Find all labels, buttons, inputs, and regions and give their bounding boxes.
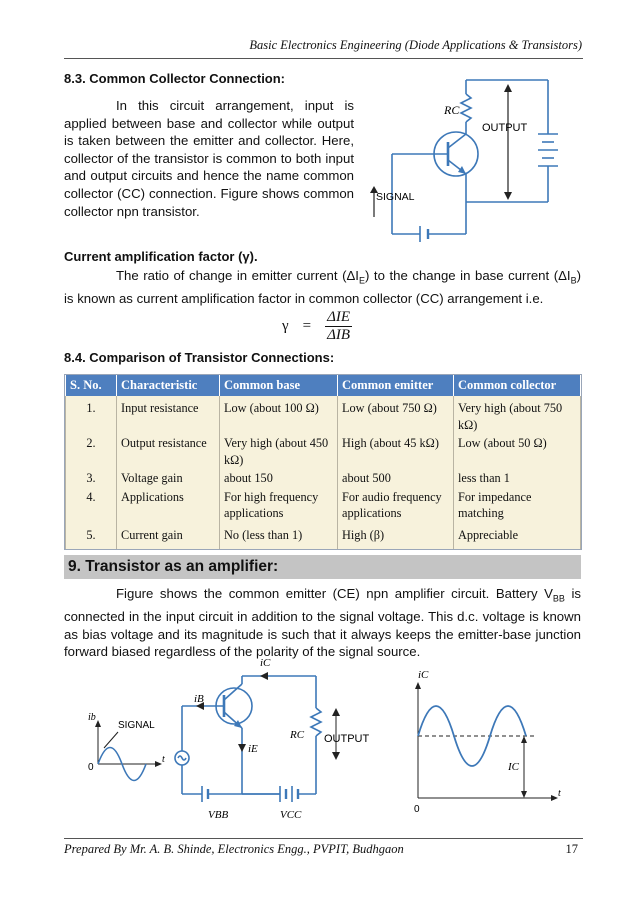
- header-divider: [64, 58, 583, 59]
- col-sno: S. No.: [66, 375, 117, 396]
- comparison-heading: 8.4. Comparison of Transistor Connections:: [64, 350, 335, 365]
- formula-fraction: [325, 309, 352, 344]
- amp-zero-left: 0: [88, 762, 94, 773]
- amp-rc-label: RC: [290, 729, 305, 741]
- table-row: [66, 434, 581, 469]
- cell: 1.: [66, 396, 117, 434]
- amp-graph-zero: 0: [414, 804, 420, 815]
- col-characteristic: Characteristic: [117, 375, 220, 396]
- cell: High (about 45 kΩ): [338, 434, 454, 469]
- amp-signal-label: SIGNAL: [118, 720, 155, 731]
- amp-vcc-label: VCC: [280, 809, 302, 821]
- amp-graph-Ic-label: IC: [508, 761, 519, 773]
- cell: No (less than 1): [220, 523, 338, 550]
- gamma-heading: Current amplification factor (γ).: [64, 249, 258, 264]
- cell: about 150: [220, 469, 338, 488]
- amplifier-heading: 9. Transistor as an amplifier:: [64, 555, 581, 579]
- table-header-row: [66, 375, 581, 396]
- cc-paragraph: [64, 97, 354, 220]
- col-common-collector: Common collector: [454, 375, 581, 396]
- table-row: [66, 469, 581, 488]
- cc-signal-label: SIGNAL: [376, 191, 415, 203]
- gamma-sub-b: B: [570, 275, 577, 286]
- formula-equals: =: [302, 317, 312, 334]
- gamma-text-3: ) is known as current amplification factor in common collector (CC) arrangement i.e.: [64, 268, 582, 307]
- col-common-base: Common base: [220, 375, 338, 396]
- amplifier-circuit-figure: [84, 652, 564, 832]
- cell: Appreciable: [454, 523, 581, 550]
- formula-denominator: ΔIB: [327, 326, 351, 343]
- amp-graph-ic-label: iC: [418, 669, 429, 681]
- amplifier-paragraph-text: [64, 585, 581, 661]
- cell: For high frequency applications: [220, 488, 338, 523]
- amp-output-label: OUTPUT: [324, 733, 370, 745]
- formula-gamma: γ: [282, 317, 289, 334]
- amp-text-1: Figure shows the common emitter (CE) npn amplifier circuit. Battery V: [116, 586, 553, 601]
- cell: High (β): [338, 523, 454, 550]
- comparison-table: [65, 375, 581, 549]
- cell: Input resistance: [117, 396, 220, 434]
- amp-ib-label: iB: [194, 693, 204, 705]
- gamma-text-2: ) to the change in base current (ΔI: [364, 268, 571, 283]
- formula-numerator: ΔIE: [327, 308, 351, 325]
- amplifier-paragraph: [64, 585, 581, 661]
- cell: Low (about 750 Ω): [338, 396, 454, 434]
- page-header: Basic Electronics Engineering (Diode Applications & Transistors): [249, 38, 582, 52]
- cell: 3.: [66, 469, 117, 488]
- amp-graph-t: t: [558, 788, 561, 799]
- cell: Very high (about 450 kΩ): [220, 434, 338, 469]
- gamma-text-1: The ratio of change in emitter current (ΔI: [116, 268, 359, 283]
- amp-ib-small-label: ib: [88, 712, 96, 723]
- amp-text-2: is connected in the input circuit in addition to the signal voltage. This d.c. voltage is known as bias voltage and its magnitude is such that it always keeps the emitter-base junction forward biased regardless of the polarity of the signal source.: [64, 586, 581, 660]
- cell: 5.: [66, 523, 117, 550]
- cc-paragraph-text: In this circuit arrangement, input is applied between base and collector while output is taken between the emitter and collector. Here, collector of the transistor is common to both input and output circuits and hence the name common collector (CC) connection. Figure shows common collector npn transistor.: [64, 98, 354, 219]
- col-common-emitter: Common emitter: [338, 375, 454, 396]
- table-row: [66, 488, 581, 523]
- cell: about 500: [338, 469, 454, 488]
- cell: Voltage gain: [117, 469, 220, 488]
- cell: Applications: [117, 488, 220, 523]
- cell: For audio frequency applications: [338, 488, 454, 523]
- cc-output-label: OUTPUT: [482, 122, 528, 134]
- amp-sub-bb: BB: [552, 593, 565, 604]
- gamma-sub-e: E: [358, 275, 365, 286]
- table-row: [66, 523, 581, 550]
- footer-divider: [64, 838, 583, 839]
- page-number: 17: [565, 842, 578, 856]
- cc-circuit-figure: [370, 72, 570, 248]
- amp-ic-label: iC: [260, 657, 271, 669]
- cell: For impedance matching: [454, 488, 581, 523]
- cell: Current gain: [117, 523, 220, 550]
- cell: 4.: [66, 488, 117, 523]
- comparison-table-wrap: [64, 374, 582, 550]
- gamma-formula: [282, 308, 352, 344]
- gamma-paragraph: [64, 267, 581, 308]
- amp-t-left: t: [162, 754, 165, 765]
- cell: 2.: [66, 434, 117, 469]
- cell: Very high (about 750 kΩ): [454, 396, 581, 434]
- gamma-paragraph-text: [64, 267, 581, 308]
- amp-ie-label: iE: [248, 743, 258, 755]
- cell: Output resistance: [117, 434, 220, 469]
- cc-heading: 8.3. Common Collector Connection:: [64, 71, 286, 86]
- cell: less than 1: [454, 469, 581, 488]
- footer-credit: Prepared By Mr. A. B. Shinde, Electronics Engg., PVPIT, Budhgaon: [64, 842, 404, 856]
- cc-rc-label: RC: [444, 103, 460, 117]
- table-row: [66, 396, 581, 434]
- cell: Low (about 100 Ω): [220, 396, 338, 434]
- cell: Low (about 50 Ω): [454, 434, 581, 469]
- amp-vbb-label: VBB: [208, 809, 229, 821]
